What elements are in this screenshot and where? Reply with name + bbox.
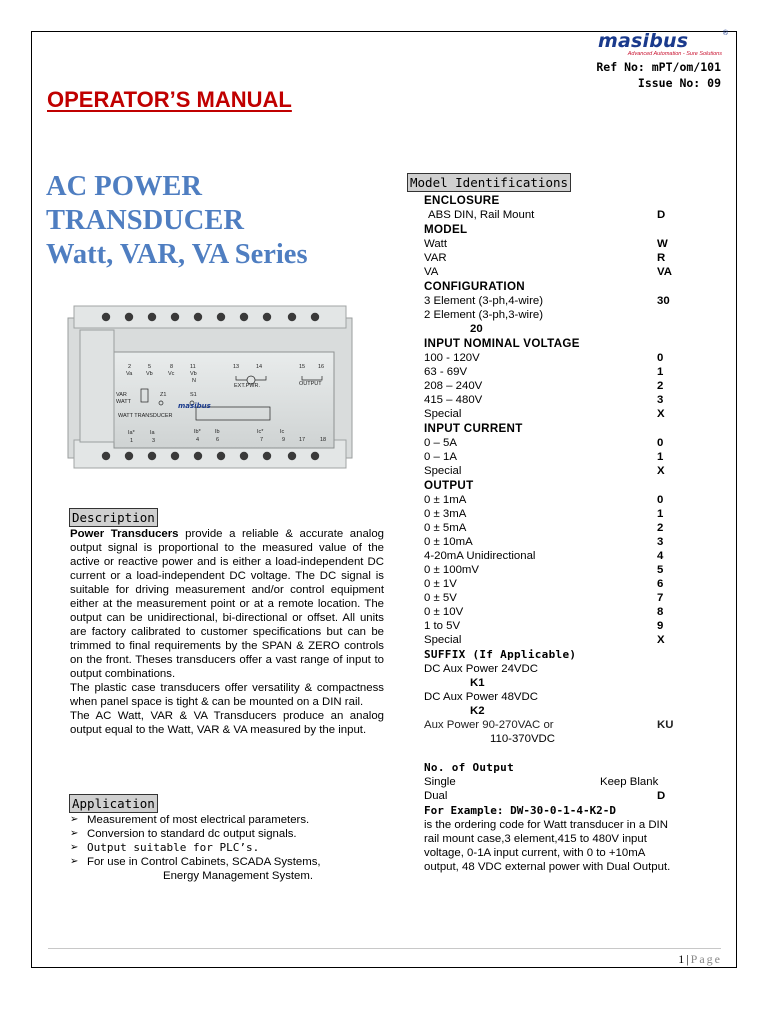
svg-text:OUTPUT: OUTPUT [299, 381, 322, 387]
svg-text:11: 11 [190, 364, 196, 370]
svg-text:Vc: Vc [168, 371, 175, 377]
manual-title: OPERATOR’S MANUAL [47, 87, 292, 112]
option-row: 0 ± 1V 6 [424, 578, 664, 590]
svg-text:13: 13 [233, 364, 240, 370]
svg-text:14: 14 [256, 364, 263, 370]
svg-text:16: 16 [318, 364, 325, 370]
list-item: ➢ Measurement of most electrical parameters. [70, 813, 390, 827]
option-row: VAR R [424, 252, 666, 264]
option-row: Special X [424, 465, 665, 477]
svg-text:Ia*: Ia* [128, 430, 135, 436]
masibus-logo [598, 30, 728, 57]
option-row: 0 – 5A 0 [424, 437, 664, 449]
option-row: 208 – 240V 2 [424, 380, 664, 392]
model-identifications-heading: Model Identifications [407, 173, 571, 192]
svg-text:N: N [192, 378, 196, 384]
option-row: 100 - 120V 0 [424, 352, 664, 364]
option-row: DC Aux Power 48VDC [424, 691, 538, 703]
svg-text:S1: S1 [190, 392, 197, 398]
option-row: 0 ± 10mA 3 [424, 536, 664, 548]
ref-number: Ref No: mPT/om/101 [596, 60, 721, 74]
svg-text:4: 4 [196, 437, 200, 443]
page-label: Page [690, 952, 722, 966]
list-item: ➢ For use in Control Cabinets, SCADA Systems, [70, 855, 390, 869]
application-list [70, 813, 390, 883]
footer-separator: | [686, 952, 691, 966]
transducer-device-image [66, 300, 356, 475]
option-row: 415 – 480V 3 [424, 394, 664, 406]
svg-text:Vb: Vb [190, 371, 197, 377]
svg-text:Ib*: Ib* [194, 429, 201, 435]
logo-tagline: Advanced Automation - Sure Solutions [627, 51, 722, 57]
svg-text:8: 8 [170, 364, 174, 370]
svg-text:15: 15 [299, 364, 306, 370]
svg-text:3: 3 [152, 438, 156, 444]
option-row: 2 Element (3-ph,3-wire) [424, 309, 544, 321]
option-row: Dual D [424, 790, 666, 802]
option-row: 3 Element (3-ph,4-wire) 30 [424, 295, 670, 307]
reference-block [596, 59, 721, 91]
description-heading: Description [69, 508, 158, 527]
option-row: 0 ± 5mA 2 [424, 522, 664, 534]
option-row: Aux Power 90-270VAC or KU [424, 719, 674, 731]
option-row: 63 - 69V 1 [424, 366, 664, 378]
example-heading: For Example: DW-30-0-1-4-K2-D [424, 804, 617, 817]
svg-text:Ib: Ib [215, 429, 220, 435]
suffix-heading: SUFFIX (If Applicable) [424, 648, 577, 661]
svg-text:2: 2 [128, 364, 132, 370]
option-code: K1 [470, 677, 485, 689]
input-current-heading: INPUT CURRENT [424, 422, 523, 435]
input-voltage-heading: INPUT NOMINAL VOLTAGE [424, 337, 580, 350]
option-row: Single Keep Blank [424, 776, 659, 788]
svg-text:Ic: Ic [280, 429, 285, 435]
description-para2: The plastic case transducers offer versatility & compactness when panel space is tight & can be mounted on a DIN rail. [70, 682, 384, 708]
description-para1 [70, 527, 384, 681]
svg-text:Ic*: Ic* [257, 429, 264, 435]
svg-text:Ia: Ia [150, 430, 155, 436]
configuration-heading: CONFIGURATION [424, 280, 525, 293]
num-output-heading: No. of Output [424, 761, 514, 774]
registered-mark: ® [722, 30, 728, 37]
list-item: ➢ Output suitable for PLC’s. [70, 841, 390, 855]
option-row: Special X [424, 408, 665, 420]
svg-text:17: 17 [299, 437, 306, 443]
description-para1-body: provide a reliable & accurate analog output signal is proportional to the measured value of the active or reactive power and is either a load-independent DC current or a load-independent DC voltage. The DC signal is suitable for driving measurement and/or control equipment either at the measurement point or at a remote location. The output can be unidirectional, bi-directional or offset. All units are factory calibrated to customer specifications but can be trimmed to final requirements by the SPAN & ZERO controls on the front. Theses transducers offer a vast range of input to output combinations. [70, 528, 385, 680]
option-row: DC Aux Power 24VDC [424, 663, 538, 675]
option-code: K2 [470, 705, 485, 717]
svg-text:1: 1 [130, 438, 134, 444]
option-row: 1 to 5V 9 [424, 620, 664, 632]
option-row: Watt W [424, 238, 668, 250]
product-title-line2: TRANSDUCER [46, 205, 244, 236]
option-row: 0 ± 1mA 0 [424, 494, 664, 506]
model-heading: MODEL [424, 223, 468, 236]
list-item: Energy Management System. [163, 870, 314, 882]
page-footer [678, 952, 722, 967]
description-para3: The AC Watt, VAR & VA Transducers produce an analog output equal to the Watt, VAR & VA measured by the input. [70, 710, 384, 736]
application-heading: Application [69, 794, 158, 813]
svg-text:VAR: VAR [116, 392, 127, 398]
example-text: is the ordering code for Watt transducer in a DIN rail mount case,3 element,415 to 480V input voltage, 0-1A input current, with 0 to +10mA output, 48 VDC external power with Dual Output. [424, 819, 671, 873]
description-lead: Power Transducers [70, 528, 179, 540]
output-heading: OUTPUT [424, 479, 474, 492]
list-item: ➢ Conversion to standard dc output signals. [70, 827, 390, 841]
model-identifications [424, 193, 704, 874]
svg-text:WATT: WATT [116, 399, 131, 405]
svg-text:Va: Va [126, 371, 133, 377]
option-row: ABS DIN, Rail Mount D [428, 209, 666, 221]
svg-text:Vb: Vb [146, 371, 153, 377]
svg-text:9: 9 [282, 437, 286, 443]
page-number: 1 [678, 952, 687, 966]
option-row: 0 ± 3mA 1 [424, 508, 664, 520]
option-row: 0 ± 5V 7 [424, 592, 664, 604]
option-row: 0 – 1A 1 [424, 451, 664, 463]
option-row: Special X [424, 634, 665, 646]
option-row: 0 ± 100mV 5 [424, 564, 664, 576]
option-row: 4-20mA Unidirectional 4 [424, 550, 664, 562]
svg-text:6: 6 [216, 437, 220, 443]
svg-text:18: 18 [320, 437, 327, 443]
option-row: 110-370VDC [490, 733, 556, 745]
svg-text:WATT TRANSDUCER: WATT TRANSDUCER [118, 413, 173, 419]
footer-rule [48, 948, 721, 949]
enclosure-heading: ENCLOSURE [424, 194, 500, 207]
issue-number: Issue No: 09 [637, 76, 721, 90]
option-code: 20 [470, 323, 483, 335]
svg-text:masibus: masibus [178, 402, 211, 410]
svg-text:EXT.PWR.: EXT.PWR. [234, 383, 260, 389]
svg-text:7: 7 [260, 437, 264, 443]
logo-wordmark: masibus [598, 30, 689, 52]
option-row: VA VA [424, 266, 672, 278]
option-row: 0 ± 10V 8 [424, 606, 664, 618]
product-title [46, 170, 308, 272]
product-title-line3: Watt, VAR, VA Series [46, 239, 308, 270]
svg-text:5: 5 [148, 364, 152, 370]
svg-text:Z1: Z1 [160, 392, 167, 398]
product-title-line1: AC POWER [46, 171, 202, 202]
description-text [70, 527, 384, 737]
